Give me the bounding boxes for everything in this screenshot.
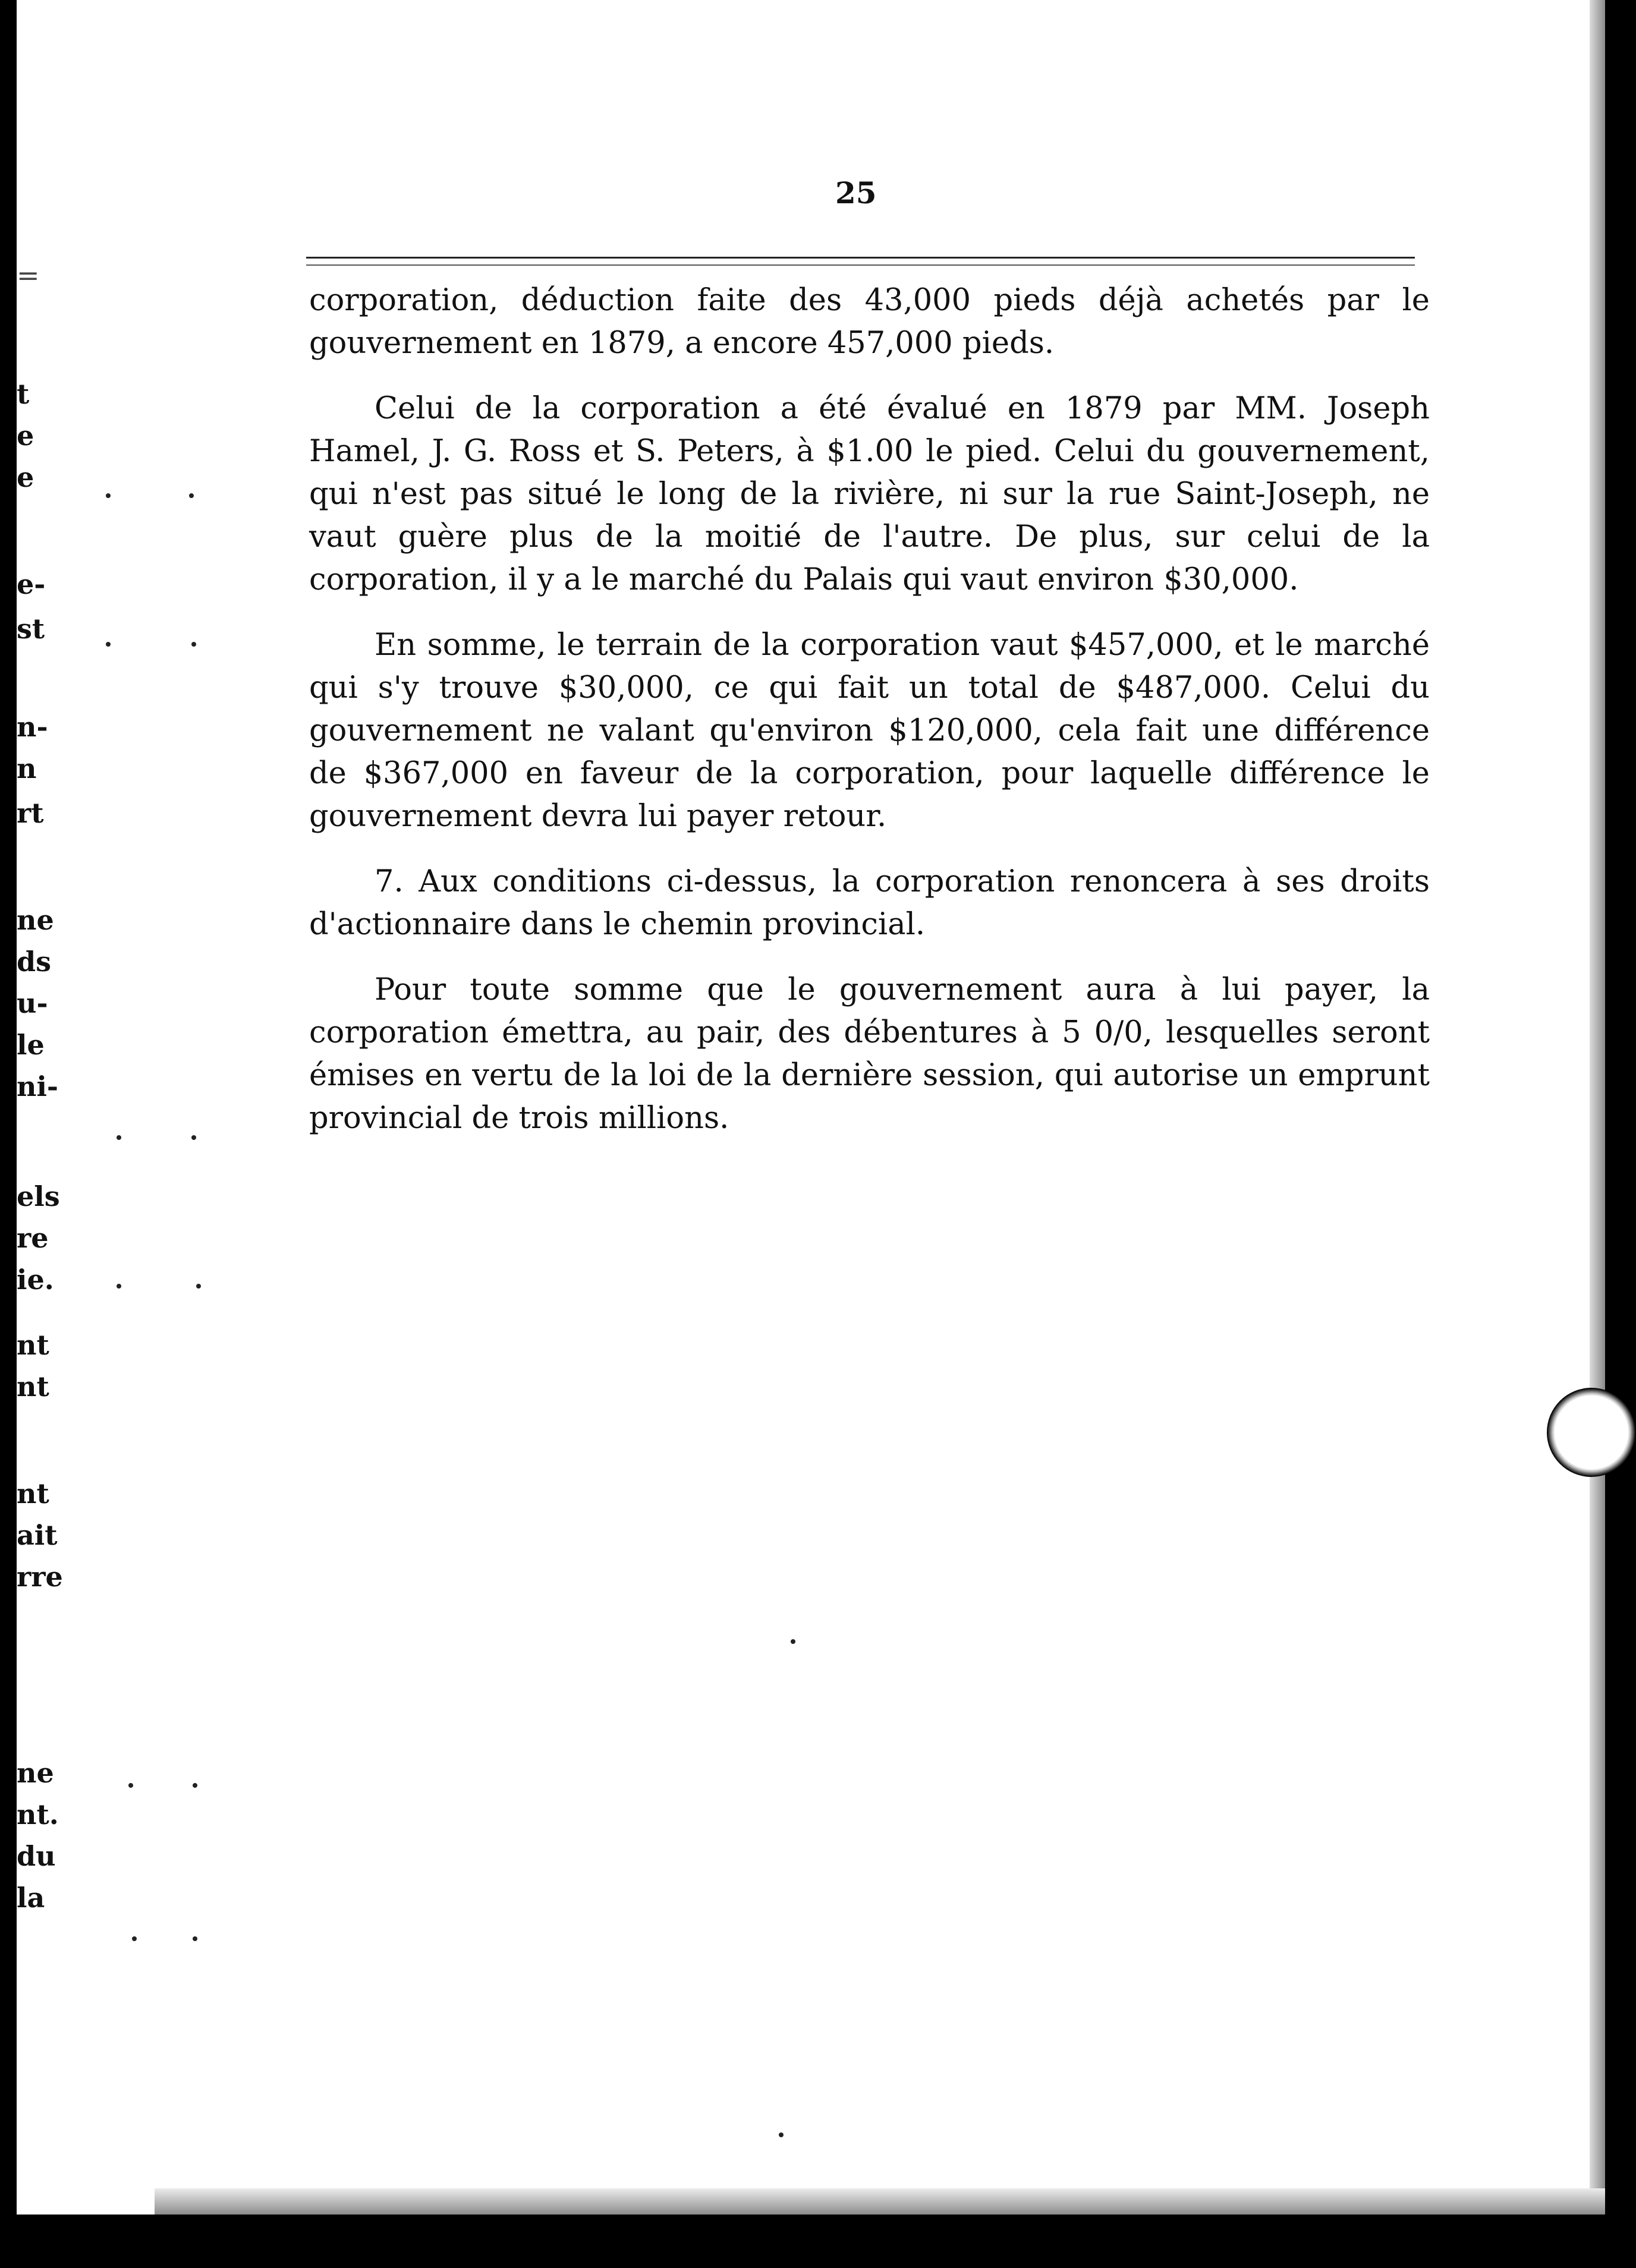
scan-speck	[106, 642, 111, 647]
facing-fragment: e	[17, 420, 34, 452]
facing-fragment: du	[17, 1840, 56, 1872]
scan-speck	[791, 1639, 795, 1644]
scan-speck	[196, 1284, 201, 1289]
page-bottom-shadow	[155, 2188, 1605, 2215]
scan-speck	[117, 1284, 121, 1289]
scan-speck	[128, 1783, 133, 1788]
facing-fragment: ait	[17, 1519, 58, 1551]
facing-fragment: ds	[17, 946, 52, 978]
facing-fragment: ne	[17, 1757, 54, 1789]
body-text	[309, 279, 1430, 1163]
facing-fragment: nt	[17, 1329, 49, 1361]
facing-fragment: u-	[17, 987, 48, 1019]
facing-fragment: ie.	[17, 1264, 54, 1296]
facing-fragment: la	[17, 1882, 45, 1914]
facing-fragment: ne	[17, 904, 54, 936]
facing-page-fragments	[17, 0, 63, 2268]
scan-bottom-border	[0, 2215, 1636, 2268]
facing-fragment: t	[17, 378, 30, 410]
scan-speck	[106, 493, 111, 498]
facing-fragment: nt.	[17, 1798, 59, 1831]
facing-fragment: e	[17, 461, 34, 493]
facing-fragment: le	[17, 1029, 45, 1061]
scan-speck	[191, 1135, 196, 1140]
page-number: 25	[835, 175, 877, 210]
header-rule	[306, 257, 1415, 259]
scan-speck	[193, 1783, 197, 1788]
scan-left-border	[0, 0, 17, 2268]
facing-fragment: rre	[17, 1561, 63, 1593]
paragraph-continuation: corporation, déduction faite des 43,000 pieds déjà achetés par le gouvernement en 1879, a encore 457,000 pieds.	[309, 283, 1430, 361]
facing-fragment: nt	[17, 1478, 49, 1510]
facing-fragment: =	[17, 259, 40, 291]
facing-fragment: re	[17, 1222, 49, 1254]
facing-fragment: n-	[17, 711, 48, 743]
paragraph-article-7: 7. Aux conditions ci-dessus, la corporation renoncera à ses droits d'actionnaire dans le chemin provincial.	[309, 864, 1430, 942]
facing-fragment: nt	[17, 1371, 49, 1403]
scan-speck	[191, 642, 196, 647]
binding-hole	[1547, 1388, 1636, 1477]
scan-speck	[189, 493, 194, 498]
scan-right-border	[1605, 0, 1636, 2268]
facing-fragment: ni-	[17, 1070, 59, 1102]
paragraph: Pour toute somme que le gouvernement aura à lui payer, la corporation émettra, au pair, des débentures à 5 0/0, lesquelles seront émises en vertu de la loi de la dernière session, qui autorise un emprunt provincial de trois millions.	[309, 972, 1430, 1136]
facing-fragment: st	[17, 613, 45, 645]
facing-fragment: rt	[17, 797, 44, 829]
scan-speck	[117, 1135, 121, 1140]
facing-fragment: e-	[17, 568, 46, 600]
page-edge-shadow	[1590, 0, 1605, 2268]
paragraph: En somme, le terrain de la corporation vaut $457,000, et le marché qui s'y trouve $30,000, ce qui fait un total de $487,000. Celui du gouvernement ne valant qu'environ $120,000, cela fait une différence de $367,000 en faveur de la corporation, pour laquelle différence le gouvernement devra lui payer retour.	[309, 628, 1430, 834]
paragraph: Celui de la corporation a été évalué en 1879 par MM. Joseph Hamel, J. G. Ross et S. Peters, à $1.00 le pied. Celui du gouvernement, qui n'est pas situé le long de la rivière, ni sur la rue Saint-Joseph, ne vaut guère plus de la moitié de l'autre. De plus, sur celui de la corporation, il y a le marché du Palais qui vaut environ $30,000.	[309, 391, 1430, 597]
scan-speck	[132, 1936, 137, 1941]
facing-fragment: els	[17, 1180, 60, 1212]
scan-speck	[779, 2132, 784, 2137]
facing-fragment: n	[17, 752, 37, 785]
scan-speck	[193, 1936, 197, 1941]
header-rule-secondary	[306, 264, 1415, 266]
